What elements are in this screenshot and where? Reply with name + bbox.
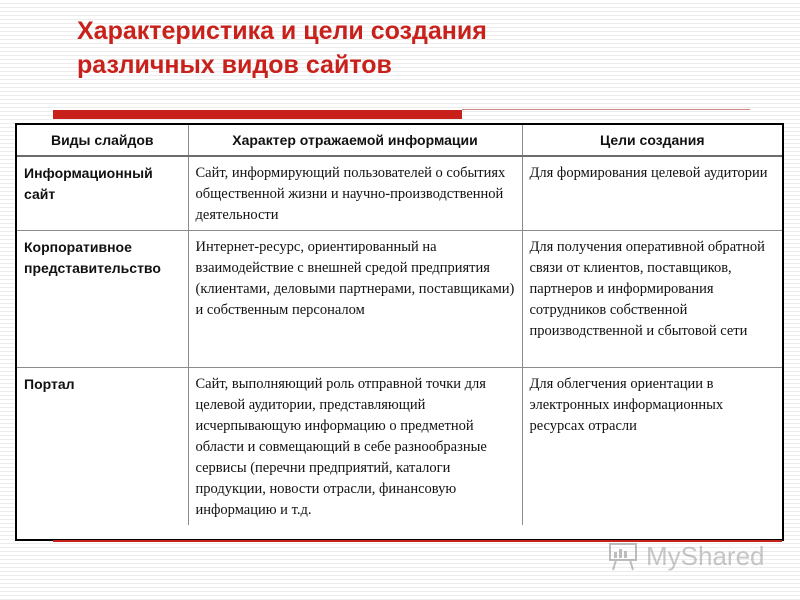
cell-site-kind: Портал [17, 368, 188, 526]
column-header-goals: Цели создания [522, 125, 782, 156]
cell-site-goal: Для получения оперативной обратной связи от клиентов, поставщиков, партнеров и информирования сотрудников собственной производственной и сбытовой сети [522, 231, 782, 368]
cell-site-goal: Для формирования целевой аудитории [522, 156, 782, 231]
table-header-row [17, 125, 782, 156]
presentation-board-icon [606, 538, 642, 574]
cell-site-info: Интернет-ресурс, ориентированный на взаимодействие с внешней средой предприятия (клиентами, деловыми партнерами, поставщиками) и собственным персоналом [188, 231, 522, 368]
table-row [17, 156, 782, 231]
watermark-text: MyShared [646, 540, 765, 571]
cell-site-kind: Информационный сайт [17, 156, 188, 231]
title-line-1: Характеристика и цели создания [77, 17, 487, 45]
accent-line [462, 109, 750, 110]
cell-site-info: Сайт, выполняющий роль отправной точки для целевой аудитории, представляющий исчерпывающую информацию о предметной области и совмещающий в себе разнообразные сервисы (перечни предприятий, каталоги продукции, новости отрасли, финансовую информацию и т.д. [188, 368, 522, 526]
page-title [77, 14, 777, 82]
column-header-types: Виды слайдов [17, 125, 188, 156]
cell-site-info: Сайт, информирующий пользователей о событиях общественной жизни и научно-производственной деятельности [188, 156, 522, 231]
table-frame [15, 123, 784, 541]
cell-site-kind: Корпоративное представительство [17, 231, 188, 368]
title-line-2: различных видов сайтов [77, 51, 392, 79]
table-row [17, 231, 782, 368]
accent-bar [53, 110, 462, 119]
site-types-table [17, 125, 782, 525]
watermark [606, 538, 776, 574]
table-row [17, 368, 782, 526]
cell-site-goal: Для облегчения ориентации в электронных информационных ресурсах отрасли [522, 368, 782, 526]
column-header-info: Характер отражаемой информации [188, 125, 522, 156]
